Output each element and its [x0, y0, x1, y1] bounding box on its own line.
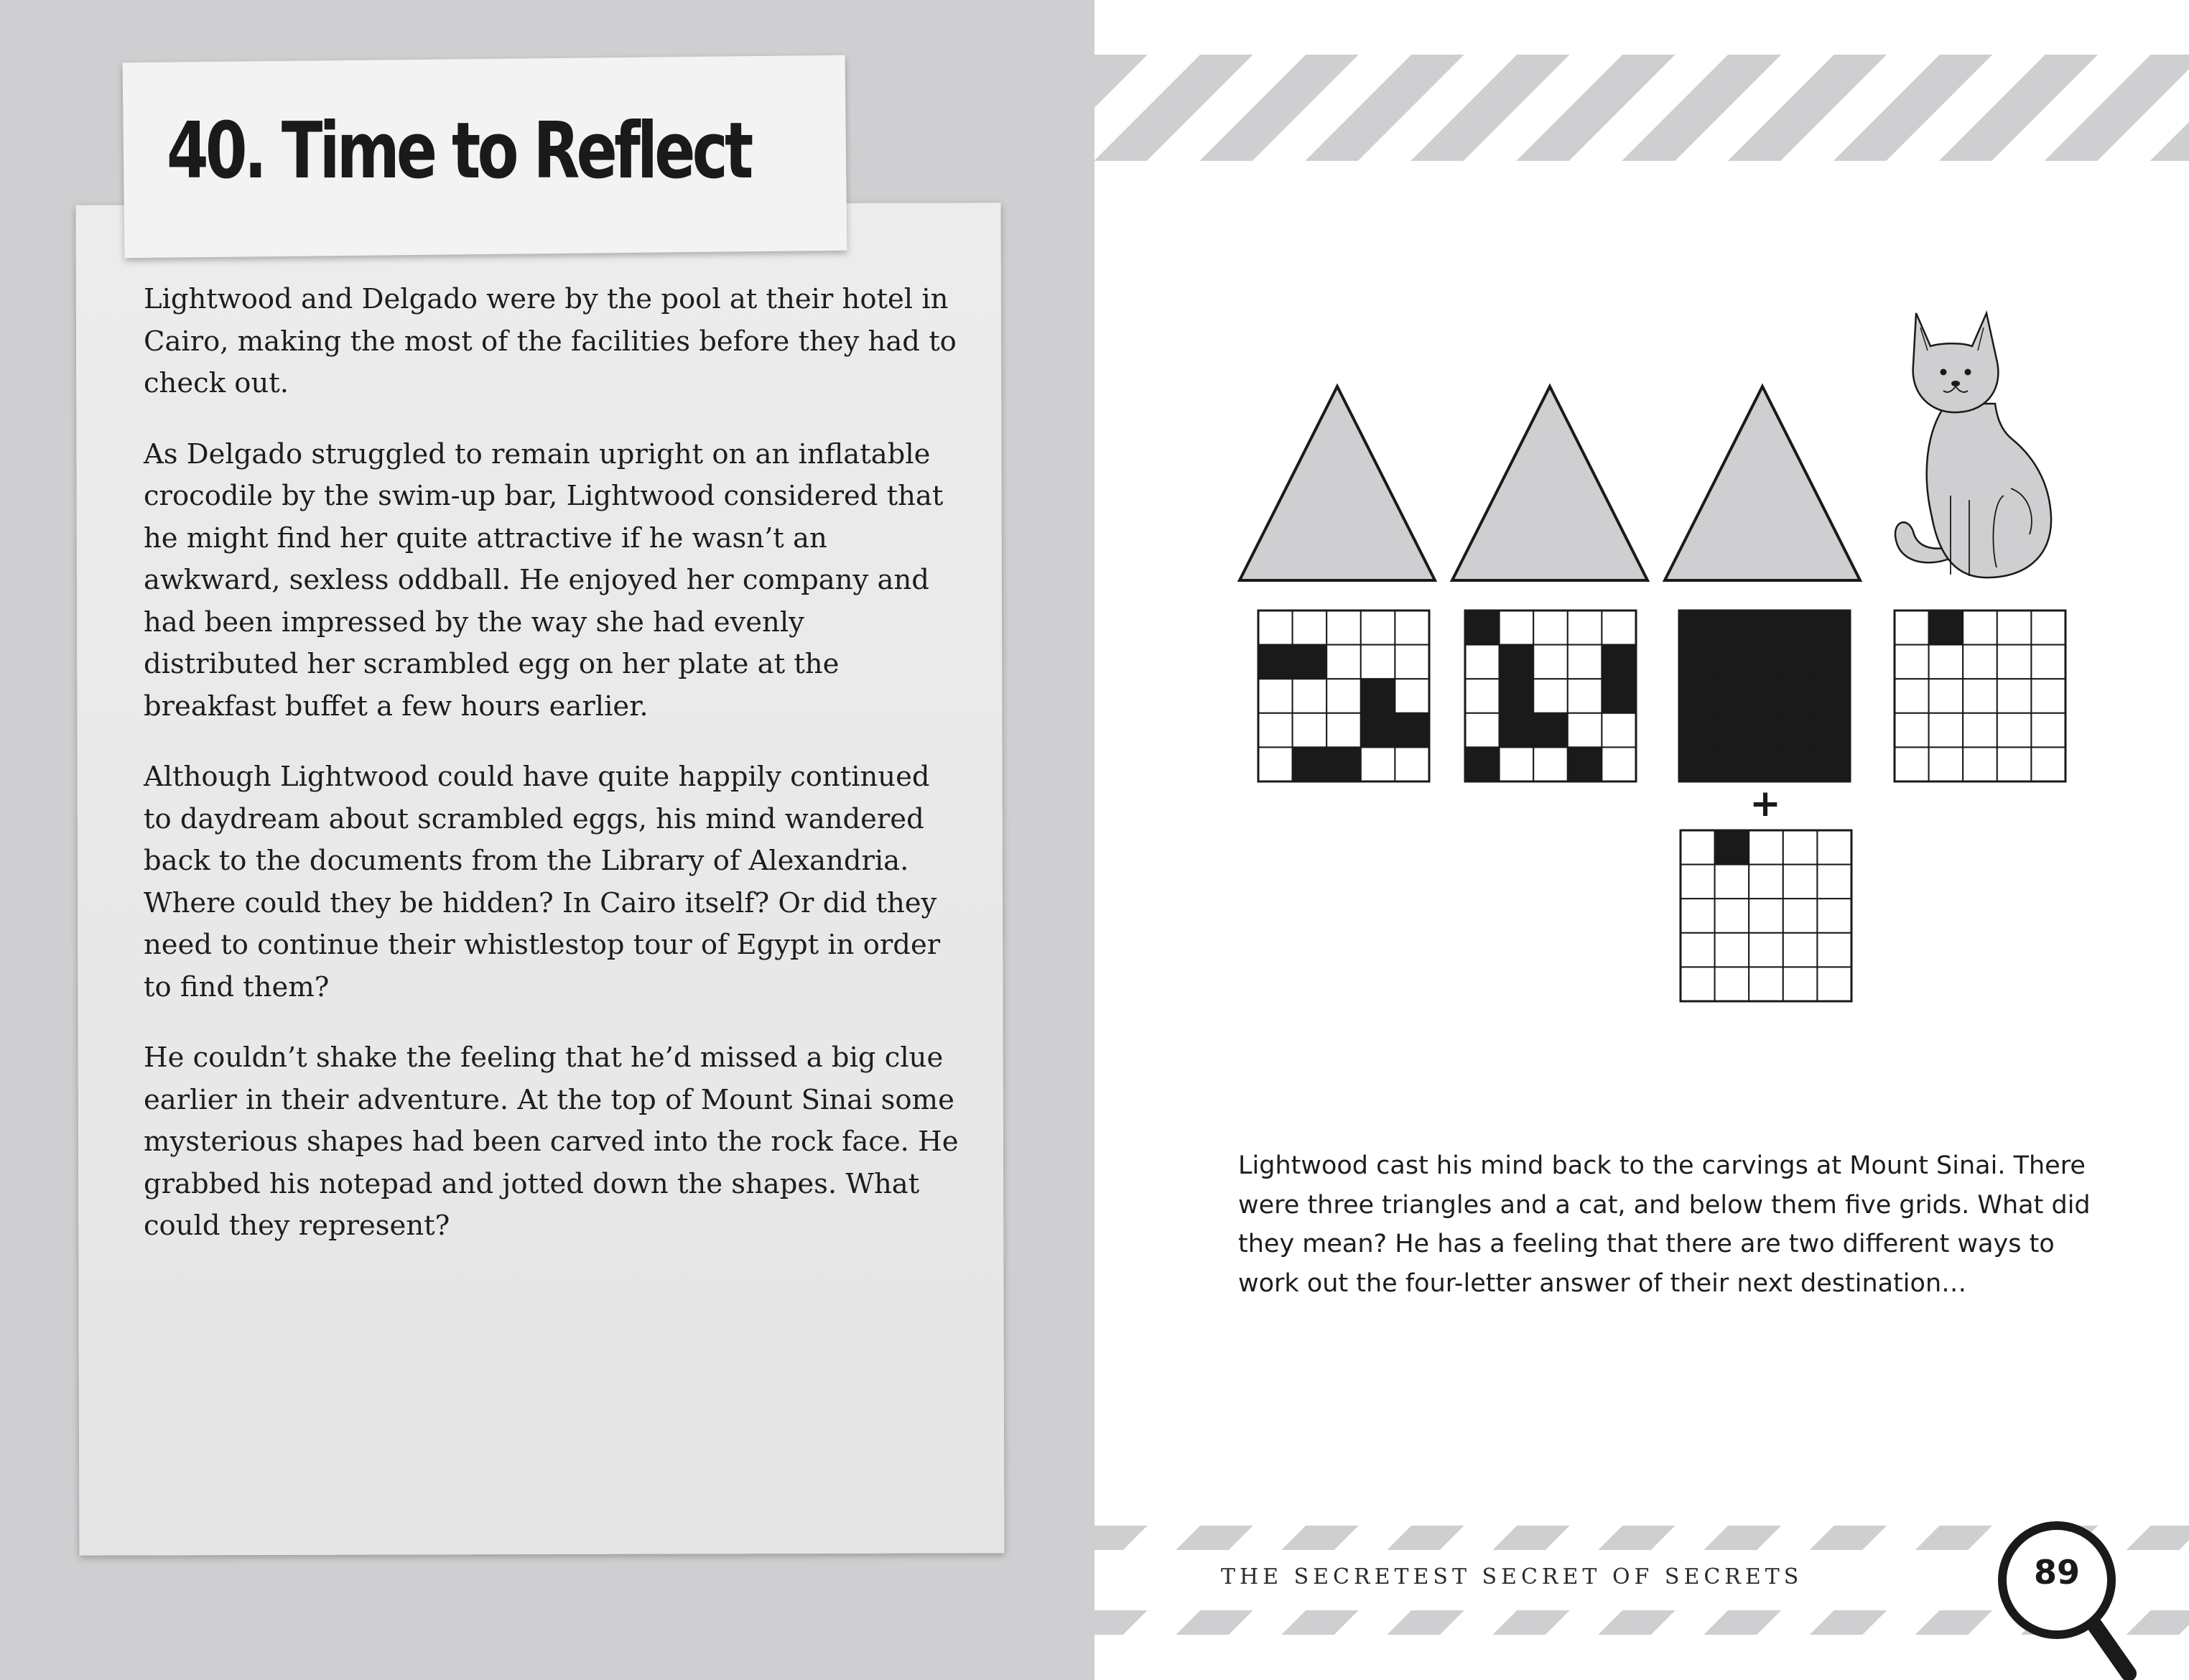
grid-cell	[2031, 747, 2065, 781]
grid-cell-filled	[1816, 713, 1850, 748]
grid-cell	[1395, 747, 1429, 781]
magnifying-glass-icon	[2002, 1526, 2129, 1674]
grid-cell	[2031, 679, 2065, 713]
grid-cell-filled	[1782, 645, 1816, 679]
grid-cell-filled	[1782, 713, 1816, 748]
grid-cell	[1895, 611, 1929, 645]
grid-5	[1681, 830, 1851, 1001]
grid-cell	[1997, 611, 2032, 645]
grid-cell	[1783, 967, 1818, 1001]
grid-cell	[1568, 611, 1602, 645]
grid-cell	[1602, 713, 1636, 748]
grid-cell	[1997, 679, 2032, 713]
grid-cell	[1783, 830, 1818, 865]
grid-cell-filled	[1679, 747, 1714, 781]
grid-cell	[1568, 713, 1602, 748]
grid-cell	[1929, 713, 1963, 748]
grid-cell	[1395, 645, 1429, 679]
grid-cell	[1395, 679, 1429, 713]
grid-3	[1679, 611, 1850, 781]
grid-cell	[1293, 713, 1327, 748]
grid-cell	[1395, 611, 1429, 645]
story-paragraph: He couldn’t shake the feeling that he’d missed a big clue earlier in their adventure. At the top of Mount Sinai some mysterious shapes had been carved into the rock face. He grabbed his notepad and jotted down the shapes. What could they represent?	[144, 1041, 959, 1242]
grid-cell	[1500, 611, 1534, 645]
grid-4	[1895, 611, 2065, 781]
grid-cell-filled	[1714, 747, 1748, 781]
grid-cell	[1817, 830, 1851, 865]
grid-cell-filled	[1714, 679, 1748, 713]
grid-cell	[1681, 865, 1715, 899]
grid-cell	[1929, 679, 1963, 713]
grid-cell-filled	[1782, 747, 1816, 781]
grid-cell	[1602, 611, 1636, 645]
grid-cell-filled	[1500, 645, 1534, 679]
grid-cell	[2031, 645, 2065, 679]
grid-cell	[1895, 747, 1929, 781]
grid-cell	[1929, 747, 1963, 781]
grid-cell-filled	[1714, 645, 1748, 679]
grid-cell	[1963, 611, 1997, 645]
grid-cell-filled	[1568, 747, 1602, 781]
grid-cell	[1681, 899, 1715, 933]
grid-cell-filled	[1782, 679, 1816, 713]
page-number: 89	[2033, 1553, 2080, 1592]
grid-cell-filled	[1747, 679, 1782, 713]
grid-cell-filled	[1747, 713, 1782, 748]
grid-cell-filled	[1679, 713, 1714, 748]
grid-cell	[1361, 747, 1395, 781]
grid-cell-filled	[1465, 611, 1500, 645]
grid-cell-filled	[1258, 645, 1293, 679]
story-paragraph: As Delgado struggled to remain upright on an inflatable crocodile by the swim-up bar, Lightwood considered that he might find her quite attractive if he wasn’t an awkward, sexless oddball. He enjoyed her company and had been impressed by the way she had evenly distributed her scrambled egg on her plate at the breakfast buffet a few hours earlier.	[144, 437, 944, 723]
grid-cell	[1963, 645, 1997, 679]
grid-cell-filled	[1816, 611, 1850, 645]
grid-cell	[1929, 645, 1963, 679]
grid-cell	[2031, 611, 2065, 645]
grid-cell	[1258, 679, 1293, 713]
grid-cell	[1817, 865, 1851, 899]
grid-cell	[1715, 865, 1749, 899]
grid-cell-filled	[1747, 747, 1782, 781]
grid-cell-filled	[1782, 611, 1816, 645]
grid-cell	[1326, 645, 1361, 679]
grid-cell-filled	[1293, 747, 1327, 781]
grid-cell	[1681, 967, 1715, 1001]
grid-cell	[1326, 713, 1361, 748]
grid-cell-filled	[1715, 830, 1749, 865]
grid-cell	[1997, 747, 2032, 781]
grid-cell	[1715, 899, 1749, 933]
grid-cell	[1749, 933, 1783, 967]
grid-cell	[1568, 645, 1602, 679]
story-paragraph: Although Lightwood could have quite happily continued to daydream about scrambled eggs, his mind wandered back to the documents from the Library of Alexandria. Where could they be hidden? In Cairo itself? Or did they need to continue their whistlestop tour of Egypt in order to find them?	[144, 761, 941, 1003]
grid-cell	[1749, 830, 1783, 865]
grid-cell-filled	[1714, 611, 1748, 645]
story-paragraph: Lightwood and Delgado were by the pool at their hotel in Cairo, making the most of the facilities before they had to check out.	[144, 283, 957, 399]
grid-cell-filled	[1747, 611, 1782, 645]
grid-cell-filled	[1361, 679, 1395, 713]
grid-cell-filled	[1929, 611, 1963, 645]
grid-cell	[1602, 747, 1636, 781]
grid-cell-filled	[1361, 713, 1395, 748]
grid-cell-filled	[1747, 645, 1782, 679]
triangles	[1240, 386, 1860, 580]
grid-cell	[1465, 645, 1500, 679]
grid-cell-filled	[1465, 747, 1500, 781]
grid-cell	[1817, 967, 1851, 1001]
grid-cell-filled	[1500, 679, 1534, 713]
grid-cell	[1749, 899, 1783, 933]
puzzle-caption: Lightwood cast his mind back to the carvings at Mount Sinai. There were three triangles and a cat, and below them five grids. What did they mean? He has a feeling that there are two different ways to work out the four-letter answer of their next destination…	[1238, 1151, 2091, 1298]
grid-cell	[1681, 933, 1715, 967]
grid-cell-filled	[1679, 679, 1714, 713]
grid-cell-filled	[1326, 747, 1361, 781]
grid-cell	[1749, 865, 1783, 899]
grid-cell	[1361, 611, 1395, 645]
grid-2	[1465, 611, 1636, 781]
grid-cell-filled	[1500, 713, 1534, 748]
triangle-1	[1240, 386, 1435, 580]
grid-cell-filled	[1602, 679, 1636, 713]
grid-cell	[1963, 713, 1997, 748]
plus-sign: +	[1749, 782, 1781, 825]
grid-cell-filled	[1395, 713, 1429, 748]
grid-cell	[1963, 679, 1997, 713]
grid-cell	[1997, 713, 2032, 748]
grid-cell	[1533, 747, 1568, 781]
grid-cell	[1258, 747, 1293, 781]
grid-cell	[1533, 611, 1568, 645]
chapter-title: 40. Time to Reflect	[167, 106, 750, 196]
grid-cell	[1500, 747, 1534, 781]
grid-cell-filled	[1816, 645, 1850, 679]
grid-cell	[1258, 713, 1293, 748]
grid-cell	[1817, 899, 1851, 933]
triangle-2	[1452, 386, 1647, 580]
grid-cell-filled	[1293, 645, 1327, 679]
grid-cell	[1749, 967, 1783, 1001]
grid-cell	[1533, 679, 1568, 713]
grid-cell	[1568, 679, 1602, 713]
grid-cell-filled	[1602, 645, 1636, 679]
cat-icon	[1895, 313, 2051, 577]
grid-cell	[1783, 865, 1818, 899]
grid-cell	[1681, 830, 1715, 865]
grid-cell	[1465, 679, 1500, 713]
grid-cell	[1293, 611, 1327, 645]
grid-cell-filled	[1714, 713, 1748, 748]
grid-cell	[1326, 679, 1361, 713]
grid-cell-filled	[1816, 747, 1850, 781]
grid-cell	[1533, 645, 1568, 679]
grid-cell	[1895, 713, 1929, 748]
triangle-3	[1665, 386, 1860, 580]
grid-cell	[1715, 933, 1749, 967]
grid-cell	[1326, 611, 1361, 645]
grids	[1258, 611, 2065, 1001]
grid-1	[1258, 611, 1429, 781]
grid-cell	[1963, 747, 1997, 781]
grid-cell	[1783, 899, 1818, 933]
grid-cell-filled	[1679, 645, 1714, 679]
grid-cell	[1783, 933, 1818, 967]
grid-cell	[1258, 611, 1293, 645]
grid-cell	[1715, 967, 1749, 1001]
grid-cell	[1895, 679, 1929, 713]
grid-cell	[2031, 713, 2065, 748]
grid-cell	[1361, 645, 1395, 679]
grid-cell	[1465, 713, 1500, 748]
grid-cell	[1895, 645, 1929, 679]
grid-cell	[1817, 933, 1851, 967]
grid-cell	[1997, 645, 2032, 679]
footer-book-title: THE SECRETEST SECRET OF SECRETS	[1221, 1564, 1803, 1589]
grid-cell	[1293, 679, 1327, 713]
grid-cell-filled	[1533, 713, 1568, 748]
grid-cell-filled	[1679, 611, 1714, 645]
grid-cell-filled	[1816, 679, 1850, 713]
